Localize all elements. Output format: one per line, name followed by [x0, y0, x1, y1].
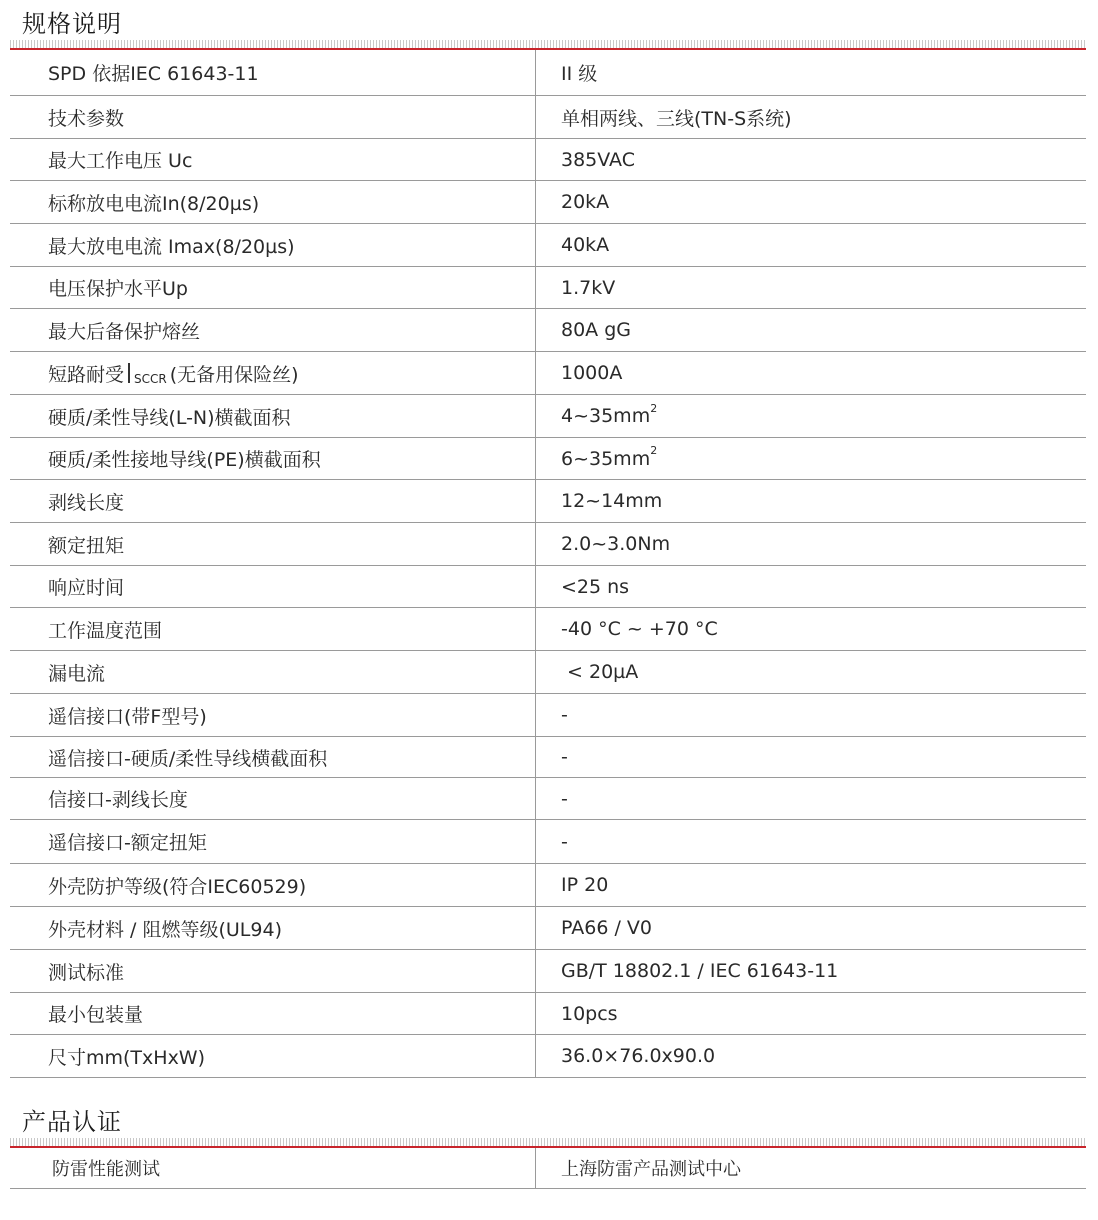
spec-title-rule: [10, 40, 1086, 48]
row-label: SPD 依据IEC 61643-11: [10, 50, 536, 95]
row-label: 工作温度范围: [10, 608, 536, 650]
row-label: 硬质/柔性接地导线(PE)横截面积: [10, 438, 536, 479]
spec-section-title: 规格说明: [22, 10, 122, 38]
row-value: 上海防雷产品测试中心: [561, 1159, 741, 1180]
label-text: 短路耐受: [48, 363, 125, 386]
row-value: 单相两线、三线(TN-S系统): [561, 107, 792, 130]
table-row: [10, 778, 1086, 820]
row-label: 剥线长度: [10, 480, 536, 522]
row-label: 最大放电电流 Imax(8/20µs): [10, 224, 536, 266]
cert-title-rule: [10, 1138, 1086, 1146]
row-label: 标称放电电流In(8/20µs): [10, 181, 536, 223]
row-label: 硬质/柔性导线(L-N)横截面积: [10, 395, 536, 437]
table-row: [10, 181, 1086, 224]
row-label: 遥信接口-额定扭矩: [10, 820, 536, 863]
row-label: 外壳防护等级(符合IEC60529): [10, 864, 536, 906]
row-value: <25 ns: [561, 575, 630, 598]
cert-section-title: 产品认证: [22, 1108, 122, 1136]
row-value: 385VAC: [561, 148, 635, 171]
table-row: [10, 907, 1086, 950]
row-label: 信接口-剥线长度: [10, 778, 536, 819]
row-label: 电压保护水平Up: [10, 267, 536, 308]
row-value: 12~14mm: [561, 490, 663, 512]
table-row: [10, 737, 1086, 778]
table-row: [10, 566, 1086, 608]
row-value: PA66 / V0: [561, 917, 652, 939]
row-label: 最大工作电压 Uc: [10, 139, 536, 180]
table-row: [10, 993, 1086, 1035]
row-label: 额定扭矩: [10, 523, 536, 565]
row-label: 外壳材料 / 阻燃等级(UL94): [10, 907, 536, 949]
table-row: [10, 820, 1086, 864]
table-row: [10, 267, 1086, 309]
current-symbol: [128, 363, 130, 383]
table-row: [10, 309, 1086, 352]
table-row: [10, 950, 1086, 993]
value-text: 6~35mm: [561, 447, 651, 470]
table-row: [10, 651, 1086, 694]
table-row: [10, 224, 1086, 267]
table-row: [10, 480, 1086, 523]
row-value: II 级: [561, 63, 598, 85]
table-row: [10, 523, 1086, 566]
spec-table: [10, 50, 1086, 1078]
row-value: 40kA: [561, 234, 610, 256]
row-label: 尺寸mm(TxHxW): [10, 1035, 536, 1077]
row-value: [536, 395, 1086, 437]
table-row: [10, 608, 1086, 651]
row-label: 漏电流: [10, 651, 536, 693]
row-value: 1000A: [561, 362, 623, 384]
row-value: 20kA: [561, 191, 610, 213]
row-label: 最大后备保护熔丝: [10, 309, 536, 351]
row-value: 36.0×76.0x90.0: [561, 1045, 716, 1067]
table-row: [10, 96, 1086, 139]
row-label: 最小包装量: [10, 993, 536, 1034]
row-value: -40 °C ~ +70 °C: [561, 618, 718, 640]
row-value: 1.7kV: [561, 276, 616, 299]
label-text-suffix: (无备用保险丝): [169, 363, 299, 386]
table-row: [10, 50, 1086, 96]
row-value: 2.0~3.0Nm: [561, 533, 671, 555]
table-row: [10, 395, 1086, 438]
label-subscript: SCCR: [134, 372, 167, 386]
value-superscript: 2: [650, 444, 658, 457]
row-value: [536, 438, 1086, 479]
value-superscript: 2: [650, 401, 658, 415]
row-label: 技术参数: [10, 96, 536, 138]
row-value: 10pcs: [561, 1002, 618, 1025]
row-value: -: [561, 830, 568, 853]
row-value: GB/T 18802.1 / IEC 61643-11: [561, 960, 839, 982]
table-row: [10, 438, 1086, 480]
row-label: [10, 352, 536, 394]
value-text: 4~35mm: [561, 405, 651, 427]
row-value: -: [561, 746, 568, 768]
row-value: -: [561, 704, 568, 726]
row-label: 遥信接口(带F型号): [10, 694, 536, 736]
table-row: [10, 352, 1086, 395]
row-label: 测试标准: [10, 950, 536, 992]
row-label: 防雷性能测试: [10, 1148, 536, 1188]
row-value: < 20µA: [561, 661, 639, 683]
table-row: [10, 1035, 1086, 1078]
table-row: [10, 864, 1086, 907]
table-row: [10, 694, 1086, 737]
row-label: 遥信接口-硬质/柔性导线横截面积: [10, 737, 536, 777]
row-value: IP 20: [561, 874, 609, 896]
row-value: 80A gG: [561, 319, 631, 341]
table-row: [10, 1148, 1086, 1189]
table-row: [10, 139, 1086, 181]
cert-table: [10, 1148, 1086, 1189]
row-label: 响应时间: [10, 566, 536, 607]
row-value: -: [561, 787, 568, 810]
